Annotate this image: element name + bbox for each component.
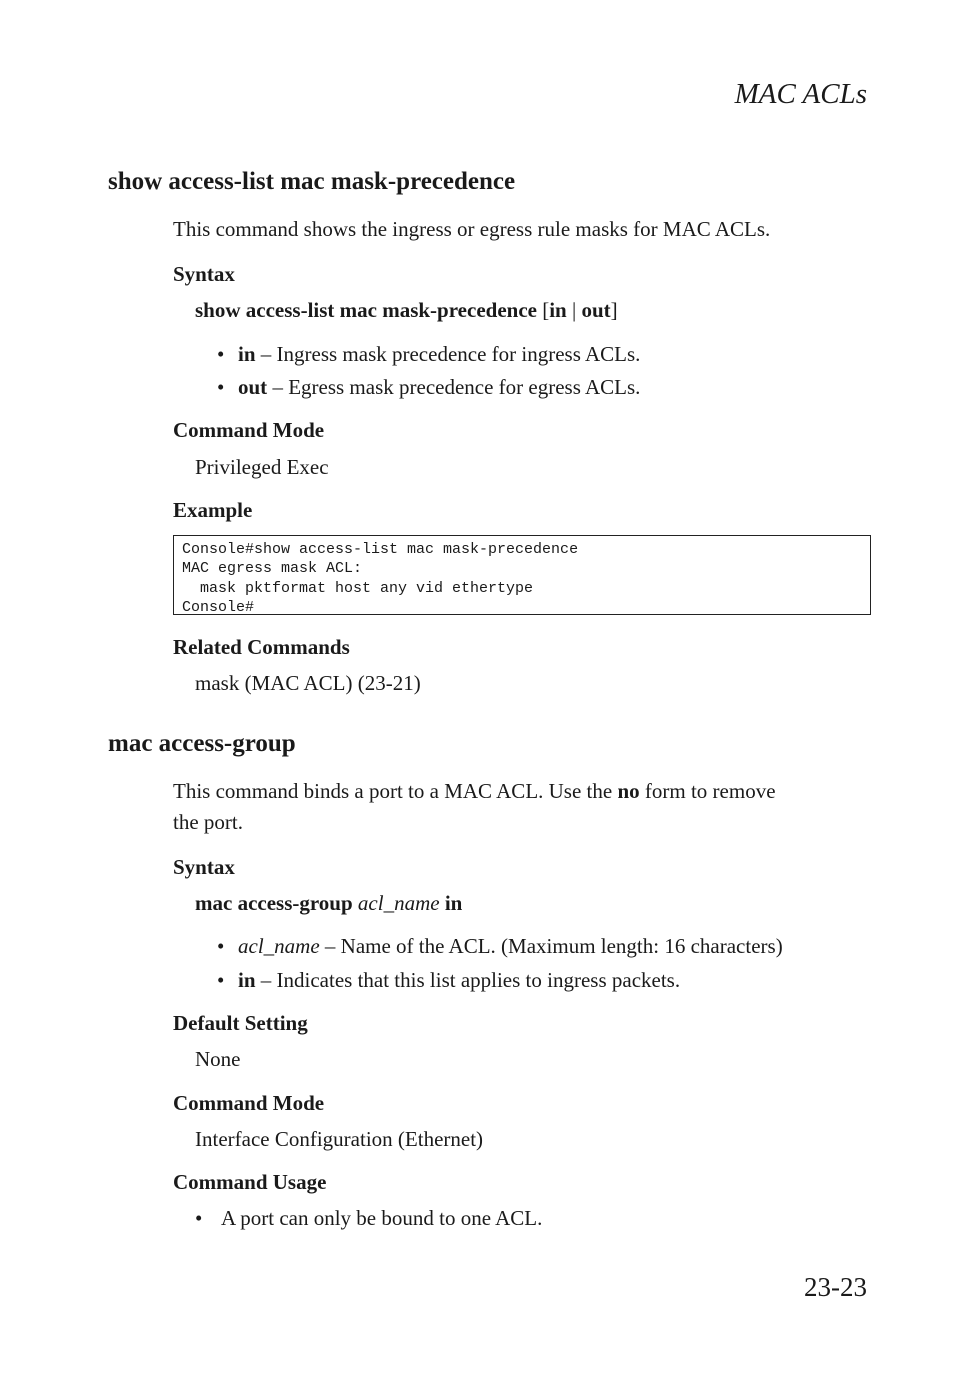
list-item	[217, 375, 640, 400]
section-description	[173, 776, 776, 838]
bullet-icon: •	[217, 934, 225, 958]
syntax-command: show access-list mac mask-precedence	[195, 298, 537, 322]
syntax-line	[195, 891, 462, 916]
param-term: out	[238, 375, 268, 399]
example-code-block: Console#show access-list mac mask-precedence MAC egress mask ACL: mask pktformat host any vid ethertype Console#	[173, 535, 871, 615]
param-desc: – Name of the ACL. (Maximum length: 16 characters)	[319, 934, 783, 958]
syntax-label: Syntax	[173, 855, 235, 879]
param-desc: – Indicates that this list applies to ingress packets.	[255, 968, 681, 992]
command-mode-value: Privileged Exec	[195, 455, 329, 479]
syntax-bracket-close: ]	[610, 298, 618, 322]
command-mode-value: Interface Configuration (Ethernet)	[195, 1127, 484, 1151]
syntax-separator: |	[566, 298, 582, 322]
syntax-bracket-open: [	[536, 298, 550, 322]
syntax-option-in: in	[549, 298, 567, 322]
page-number: 23-23	[804, 1272, 867, 1302]
syntax-label: Syntax	[173, 262, 235, 286]
syntax-argument: acl_name	[357, 891, 440, 915]
running-header: MAC ACLs	[734, 78, 867, 110]
related-commands-value: mask (MAC ACL) (23-21)	[195, 671, 421, 695]
param-term: in	[238, 968, 256, 992]
bullet-icon: •	[217, 375, 225, 399]
related-commands-label: Related Commands	[173, 635, 350, 659]
command-mode-label: Command Mode	[173, 1091, 325, 1115]
list-item	[217, 968, 680, 993]
desc-keyword: no	[617, 779, 640, 803]
bullet-icon: •	[217, 968, 225, 992]
example-label: Example	[173, 498, 253, 522]
syntax-keyword-in: in	[439, 891, 463, 915]
section-description: This command shows the ingress or egress rule masks for MAC ACLs.	[173, 217, 771, 241]
syntax-option-out: out	[581, 298, 611, 322]
syntax-line	[195, 298, 618, 323]
section-heading-show-access-list: show access-list mac mask-precedence	[108, 168, 516, 195]
section-heading-mac-access-group: mac access-group	[108, 730, 296, 757]
syntax-command: mac access-group	[195, 891, 358, 915]
param-term: acl_name	[238, 934, 320, 958]
param-term: in	[238, 342, 256, 366]
default-setting-label: Default Setting	[173, 1011, 308, 1035]
list-item	[217, 934, 783, 959]
desc-text: This command binds a port to a MAC ACL. Use the	[173, 779, 618, 803]
list-item	[217, 342, 640, 367]
command-mode-label: Command Mode	[173, 418, 325, 442]
default-setting-value: None	[195, 1047, 241, 1071]
desc-text: form to remove	[639, 779, 776, 803]
bullet-icon: •	[217, 342, 225, 366]
command-usage-label: Command Usage	[173, 1170, 327, 1194]
desc-text: the port.	[173, 810, 243, 834]
list-item	[195, 1206, 542, 1231]
param-desc: – Ingress mask precedence for ingress ACLs.	[255, 342, 641, 366]
usage-text: A port can only be bound to one ACL.	[221, 1206, 543, 1230]
param-desc: – Egress mask precedence for egress ACLs.	[267, 375, 641, 399]
bullet-icon: •	[195, 1206, 203, 1230]
